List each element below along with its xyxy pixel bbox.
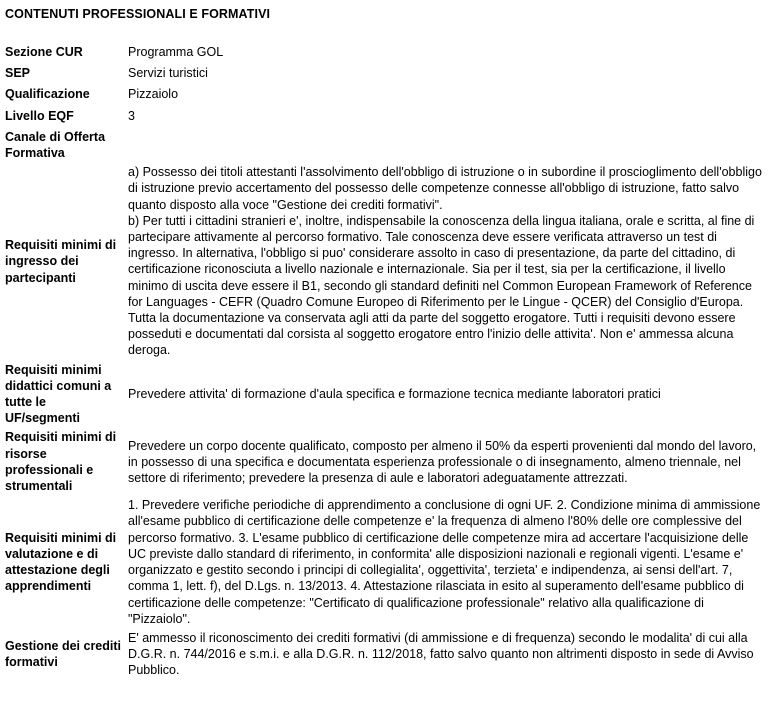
field-row-canale-offerta: [5, 129, 765, 164]
section-title: CONTENUTI PROFESSIONALI E FORMATIVI: [5, 7, 271, 21]
field-value: Servizi turistici: [128, 66, 208, 81]
field-value: 1. Prevedere verifiche periodiche di apprendimento a conclusione di ogni UF. 2. Condizione minima di ammissione all'esame pubblico di certificazione delle competenze e' la frequenza di almeno l'80% delle ore complessive del percorso formativo. 3. L'esame pubblico di certificazione delle competenze mira ad accertare l'acquisizione delle UC previste dallo standard di riferimento, in conformita' alle disposizioni nazionali e regionali vigenti. L'esame e' organizzato e gestito secondo i principi di collegialita', oggettivita', terzieta' e indipendenza, ai sensi dell'art. 7, comma 1, lett. f), del D.Lgs. n. 13/2013. 4. Attestazione rilasciata in esito al superamento dell'esame pubblico di certificazione delle competenze: "Certificato di qualificazione professionale" relativo alla qualificazione di "Pizzaiolo".: [128, 498, 761, 626]
field-row-requisiti-ingresso: [5, 164, 765, 361]
field-row-gestione-crediti: [5, 630, 765, 682]
field-row-sezione-cur: [5, 44, 765, 65]
field-row-requisiti-valutazione: [5, 497, 765, 630]
field-value: [128, 129, 765, 164]
field-value-paragraph-b: b) Per tutti i cittadini stranieri e', inoltre, indispensabile la conoscenza della lingua italiana, orale e scritta, al fine di partecipare attivamente al percorso formativo. Tale conoscenza deve essere verificata attraverso un test di ingresso. In alternativa, l'obbligo si puo' considerare assolto in caso di presentazione, da parte del cittadino, di certificazione riconosciuta a livello nazionale e internazionale. Sia per il test, sia per la certificazione, il livello minimo di uscita deve essere il B1, secondo gli standard definiti nel Common European Framework of Reference for Languages - CEFR (Quadro Comune Europeo di Riferimento per le Lingue - QCER) del Consiglio d'Europa. Tutta la documentazione va conservata agli atti da parte del soggetto erogatore. Tutti i requisiti devono essere posseduti e documentati dal corsista al soggetto erogatore entro l'inizio delle attivita'. Non e' ammessa alcuna deroga.: [128, 213, 755, 358]
fields-table: [5, 44, 765, 682]
field-label: Canale di Offerta Formativa: [5, 129, 106, 161]
field-label: Requisiti minimi didattici comuni a tutte le UF/segmenti: [5, 362, 112, 426]
field-label: Requisiti minimi di ingresso dei partecipanti: [5, 238, 117, 285]
field-label: Requisiti minimi di valutazione e di attestazione degli apprendimenti: [5, 530, 117, 594]
field-label: Sezione CUR: [5, 45, 83, 59]
field-row-qualificazione: [5, 86, 765, 107]
field-label: Gestione dei crediti formativi: [5, 639, 122, 670]
field-value: 3: [128, 108, 135, 123]
field-value: Programma GOL: [128, 45, 224, 59]
field-value: Pizzaiolo: [128, 87, 179, 102]
field-value: E' ammesso il riconoscimento dei crediti formativi (di ammissione e di frequenza) secondo le modalita' di cui alla D.G.R. n. 744/2016 e s.m.i. e alla D.G.R. n. 112/2018, fatto salvo quanto non altrimenti disposto in sede di Avviso Pubblico.: [128, 630, 754, 678]
field-row-sep: [5, 65, 765, 86]
document-page: [5, 6, 765, 682]
field-row-requisiti-didattici: [5, 362, 765, 430]
field-row-requisiti-risorse: [5, 429, 765, 497]
field-label: Requisiti minimi di risorse professionali e strumentali: [5, 430, 117, 494]
field-value: [128, 164, 765, 361]
field-row-livello-eqf: [5, 108, 765, 129]
field-label: Qualificazione: [5, 87, 90, 102]
field-value-paragraph-a: a) Possesso dei titoli attestanti l'assolvimento dell'obbligo di istruzione o in subordine il proscioglimento dell'obbligo di istruzione previo accertamento del possesso delle competenze connesse all'obbligo di istruzione, fatto salvo quanto disposto alla voce "Gestione dei crediti formativi".: [128, 165, 762, 212]
field-value: Prevedere un corpo docente qualificato, composto per almeno il 50% da esperti provenienti dal mondo del lavoro, in possesso di una specifica e documentata esperienza professionale o di insegnamento, almeno triennale, nel settore di riferimento; prevedere la presenza di aule e laboratori adeguatamente attrezzati.: [128, 438, 757, 485]
field-label: Livello EQF: [5, 108, 74, 123]
field-label: SEP: [5, 66, 31, 81]
field-value: Prevedere attivita' di formazione d'aula specifica e formazione tecnica mediante laboratori pratici: [128, 386, 661, 401]
